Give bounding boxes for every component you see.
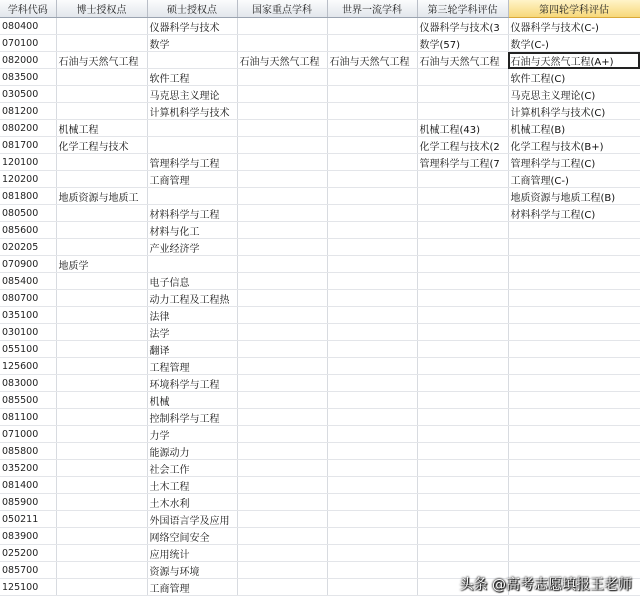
masters-authorization-header[interactable]: 硕士授权点 — [147, 0, 237, 18]
national-key-discipline-cell[interactable] — [237, 426, 327, 443]
third-round-evaluation-cell[interactable]: 化学工程与技术(2 — [417, 137, 508, 154]
table-row — [0, 256, 640, 273]
fourth-round-evaluation-cell[interactable]: 工商管理(C-) — [508, 171, 640, 188]
subject-code-cell[interactable]: 120100 — [0, 154, 56, 171]
fourth-round-evaluation-cell[interactable]: 软件工程(C) — [508, 69, 640, 86]
national-key-discipline-cell[interactable] — [237, 375, 327, 392]
fourth-round-evaluation-cell[interactable] — [508, 290, 640, 307]
fourth-round-evaluation-cell[interactable]: 管理科学与工程(C) — [508, 154, 640, 171]
subject-code-cell[interactable]: 085900 — [0, 494, 56, 511]
phd-authorization-cell[interactable]: 化学工程与技术 — [56, 137, 147, 154]
world-first-class-header[interactable]: 世界一流学科 — [327, 0, 417, 18]
world-first-class-cell[interactable] — [327, 256, 417, 273]
fourth-round-evaluation-cell[interactable]: 计算机科学与技术(C) — [508, 103, 640, 120]
world-first-class-cell[interactable]: 石油与天然气工程 — [327, 52, 417, 69]
table-row — [0, 494, 640, 511]
fourth-round-evaluation-cell[interactable] — [508, 545, 640, 562]
subject-code-cell[interactable]: 083000 — [0, 375, 56, 392]
national-key-discipline-cell[interactable] — [237, 239, 327, 256]
table-body — [0, 18, 640, 596]
national-key-discipline-cell[interactable] — [237, 120, 327, 137]
subject-code-cell[interactable]: 055100 — [0, 341, 56, 358]
table-row — [0, 511, 640, 528]
national-key-discipline-cell[interactable] — [237, 392, 327, 409]
masters-authorization-cell[interactable]: 土木水利 — [147, 494, 237, 511]
table-row — [0, 86, 640, 103]
masters-authorization-cell[interactable]: 力学 — [147, 426, 237, 443]
table-row — [0, 171, 640, 188]
fourth-round-evaluation-cell[interactable]: 地质资源与地质工程(B) — [508, 188, 640, 205]
table-row — [0, 375, 640, 392]
phd-authorization-cell[interactable] — [56, 86, 147, 103]
world-first-class-cell[interactable] — [327, 137, 417, 154]
masters-authorization-cell[interactable]: 动力工程及工程热 — [147, 290, 237, 307]
masters-authorization-cell[interactable]: 数学 — [147, 35, 237, 52]
masters-authorization-cell[interactable] — [147, 137, 237, 154]
masters-authorization-cell[interactable]: 产业经济学 — [147, 239, 237, 256]
masters-authorization-cell[interactable]: 材料科学与工程 — [147, 205, 237, 222]
national-key-discipline-cell[interactable] — [237, 18, 327, 35]
masters-authorization-cell[interactable]: 社会工作 — [147, 460, 237, 477]
third-round-evaluation-cell[interactable]: 石油与天然气工程 — [417, 52, 508, 69]
national-key-discipline-cell[interactable] — [237, 188, 327, 205]
world-first-class-cell[interactable] — [327, 426, 417, 443]
subject-code-cell[interactable]: 081400 — [0, 477, 56, 494]
subject-code-cell[interactable]: 082000 — [0, 52, 56, 69]
masters-authorization-cell[interactable] — [147, 188, 237, 205]
table-row — [0, 545, 640, 562]
world-first-class-cell[interactable] — [327, 103, 417, 120]
table-row — [0, 273, 640, 290]
masters-authorization-cell[interactable] — [147, 52, 237, 69]
world-first-class-cell[interactable] — [327, 409, 417, 426]
world-first-class-cell[interactable] — [327, 579, 417, 596]
subject-code-cell[interactable]: 120200 — [0, 171, 56, 188]
subject-code-cell[interactable]: 080500 — [0, 205, 56, 222]
world-first-class-cell[interactable] — [327, 18, 417, 35]
world-first-class-cell[interactable] — [327, 511, 417, 528]
subject-code-cell[interactable]: 030100 — [0, 324, 56, 341]
fourth-round-evaluation-cell[interactable] — [508, 443, 640, 460]
third-round-evaluation-cell[interactable] — [417, 256, 508, 273]
subject-code-cell[interactable]: 020205 — [0, 239, 56, 256]
table-row — [0, 528, 640, 545]
third-round-evaluation-cell[interactable] — [417, 528, 508, 545]
table-row — [0, 443, 640, 460]
table-row — [0, 324, 640, 341]
fourth-round-evaluation-cell[interactable] — [508, 273, 640, 290]
national-key-discipline-cell[interactable] — [237, 273, 327, 290]
phd-authorization-cell[interactable] — [56, 511, 147, 528]
national-key-discipline-cell[interactable] — [237, 545, 327, 562]
fourth-round-evaluation-cell[interactable] — [508, 256, 640, 273]
third-round-evaluation-cell[interactable] — [417, 477, 508, 494]
subject-code-cell[interactable]: 070100 — [0, 35, 56, 52]
third-round-evaluation-cell[interactable] — [417, 375, 508, 392]
fourth-round-evaluation-cell[interactable] — [508, 307, 640, 324]
table-row — [0, 290, 640, 307]
fourth-round-evaluation-cell[interactable] — [508, 392, 640, 409]
subject-code-cell[interactable]: 080200 — [0, 120, 56, 137]
world-first-class-cell[interactable] — [327, 205, 417, 222]
world-first-class-cell[interactable] — [327, 375, 417, 392]
world-first-class-cell[interactable] — [327, 562, 417, 579]
masters-authorization-cell[interactable]: 能源动力 — [147, 443, 237, 460]
third-round-evaluation-cell[interactable] — [417, 86, 508, 103]
masters-authorization-cell[interactable] — [147, 256, 237, 273]
subject-code-cell[interactable]: 070900 — [0, 256, 56, 273]
subject-code-cell[interactable]: 125600 — [0, 358, 56, 375]
third-round-evaluation-cell[interactable] — [417, 409, 508, 426]
masters-authorization-cell[interactable]: 控制科学与工程 — [147, 409, 237, 426]
fourth-round-evaluation-cell[interactable]: 仪器科学与技术(C-) — [508, 18, 640, 35]
third-round-evaluation-cell[interactable] — [417, 358, 508, 375]
phd-authorization-cell[interactable] — [56, 426, 147, 443]
national-key-discipline-cell[interactable] — [237, 290, 327, 307]
subject-code-cell[interactable]: 085800 — [0, 443, 56, 460]
national-key-discipline-cell[interactable] — [237, 256, 327, 273]
fourth-round-evaluation-cell[interactable] — [508, 239, 640, 256]
subject-code-cell[interactable]: 125100 — [0, 579, 56, 596]
third-round-evaluation-cell[interactable] — [417, 69, 508, 86]
world-first-class-cell[interactable] — [327, 222, 417, 239]
table-row — [0, 137, 640, 154]
national-key-discipline-cell[interactable] — [237, 511, 327, 528]
phd-authorization-cell[interactable] — [56, 579, 147, 596]
phd-authorization-cell[interactable] — [56, 324, 147, 341]
fourth-round-evaluation-cell[interactable] — [508, 358, 640, 375]
table-row — [0, 358, 640, 375]
third-round-evaluation-header[interactable]: 第三轮学科评估 — [417, 0, 508, 18]
world-first-class-cell[interactable] — [327, 443, 417, 460]
world-first-class-cell[interactable] — [327, 290, 417, 307]
table-row — [0, 477, 640, 494]
masters-authorization-cell[interactable]: 马克思主义理论 — [147, 86, 237, 103]
third-round-evaluation-cell[interactable] — [417, 324, 508, 341]
table-row — [0, 18, 640, 35]
masters-authorization-cell[interactable]: 资源与环境 — [147, 562, 237, 579]
phd-authorization-cell[interactable] — [56, 205, 147, 222]
third-round-evaluation-cell[interactable] — [417, 239, 508, 256]
third-round-evaluation-cell[interactable] — [417, 341, 508, 358]
masters-authorization-cell[interactable]: 软件工程 — [147, 69, 237, 86]
third-round-evaluation-cell[interactable]: 数学(57) — [417, 35, 508, 52]
third-round-evaluation-cell[interactable] — [417, 511, 508, 528]
subject-code-cell[interactable]: 071000 — [0, 426, 56, 443]
fourth-round-evaluation-header[interactable]: 第四轮学科评估 — [508, 0, 640, 18]
subject-code-cell[interactable]: 081200 — [0, 103, 56, 120]
table-row — [0, 222, 640, 239]
world-first-class-cell[interactable] — [327, 494, 417, 511]
table-row — [0, 69, 640, 86]
national-key-discipline-cell[interactable] — [237, 205, 327, 222]
world-first-class-cell[interactable] — [327, 171, 417, 188]
subject-code-cell[interactable]: 081100 — [0, 409, 56, 426]
table-row — [0, 205, 640, 222]
phd-authorization-cell[interactable] — [56, 358, 147, 375]
national-key-discipline-cell[interactable] — [237, 69, 327, 86]
subject-code-cell[interactable]: 085400 — [0, 273, 56, 290]
masters-authorization-cell[interactable]: 机械 — [147, 392, 237, 409]
subject-code-cell[interactable]: 081700 — [0, 137, 56, 154]
table-row — [0, 426, 640, 443]
subject-code-cell[interactable]: 035100 — [0, 307, 56, 324]
fourth-round-evaluation-cell[interactable] — [508, 528, 640, 545]
masters-authorization-cell[interactable]: 材料与化工 — [147, 222, 237, 239]
fourth-round-evaluation-cell[interactable] — [508, 494, 640, 511]
subject-code-cell[interactable]: 081800 — [0, 188, 56, 205]
third-round-evaluation-cell[interactable] — [417, 290, 508, 307]
table-row — [0, 307, 640, 324]
world-first-class-cell[interactable] — [327, 154, 417, 171]
phd-authorization-cell[interactable] — [56, 171, 147, 188]
world-first-class-cell[interactable] — [327, 239, 417, 256]
national-key-discipline-cell[interactable] — [237, 409, 327, 426]
third-round-evaluation-cell[interactable] — [417, 222, 508, 239]
phd-authorization-cell[interactable] — [56, 460, 147, 477]
world-first-class-cell[interactable] — [327, 35, 417, 52]
third-round-evaluation-cell[interactable] — [417, 273, 508, 290]
national-key-discipline-cell[interactable] — [237, 154, 327, 171]
national-key-discipline-cell[interactable] — [237, 358, 327, 375]
fourth-round-evaluation-cell[interactable]: 数学(C-) — [508, 35, 640, 52]
fourth-round-evaluation-cell[interactable]: 石油与天然气工程(A+) — [508, 52, 640, 69]
subject-code-cell[interactable]: 080400 — [0, 18, 56, 35]
subject-code-cell[interactable]: 083500 — [0, 69, 56, 86]
subject-code-cell[interactable]: 030500 — [0, 86, 56, 103]
phd-authorization-cell[interactable] — [56, 409, 147, 426]
masters-authorization-cell[interactable]: 环境科学与工程 — [147, 375, 237, 392]
masters-authorization-cell[interactable]: 法学 — [147, 324, 237, 341]
world-first-class-cell[interactable] — [327, 324, 417, 341]
subject-code-header[interactable]: 学科代码 — [0, 0, 56, 18]
phd-authorization-cell[interactable] — [56, 494, 147, 511]
subject-code-cell[interactable]: 085600 — [0, 222, 56, 239]
header-row — [0, 0, 640, 18]
phd-authorization-cell[interactable] — [56, 307, 147, 324]
national-key-discipline-cell[interactable] — [237, 171, 327, 188]
table-row — [0, 52, 640, 69]
national-key-discipline-cell[interactable] — [237, 103, 327, 120]
phd-authorization-cell[interactable] — [56, 341, 147, 358]
table-row — [0, 341, 640, 358]
phd-authorization-cell[interactable] — [56, 35, 147, 52]
masters-authorization-cell[interactable]: 工商管理 — [147, 579, 237, 596]
masters-authorization-cell[interactable]: 工商管理 — [147, 171, 237, 188]
world-first-class-cell[interactable] — [327, 460, 417, 477]
fourth-round-evaluation-cell[interactable] — [508, 375, 640, 392]
phd-authorization-cell[interactable] — [56, 239, 147, 256]
fourth-round-evaluation-cell[interactable]: 马克思主义理论(C) — [508, 86, 640, 103]
masters-authorization-cell[interactable]: 电子信息 — [147, 273, 237, 290]
third-round-evaluation-cell[interactable]: 仪器科学与技术(3 — [417, 18, 508, 35]
table-row — [0, 239, 640, 256]
subject-code-cell[interactable]: 083900 — [0, 528, 56, 545]
world-first-class-cell[interactable] — [327, 120, 417, 137]
watermark: 头条 @高考志愿填报王老师 — [459, 577, 632, 593]
national-key-discipline-cell[interactable] — [237, 86, 327, 103]
third-round-evaluation-cell[interactable] — [417, 460, 508, 477]
phd-authorization-cell[interactable] — [56, 443, 147, 460]
subject-code-cell[interactable]: 025200 — [0, 545, 56, 562]
masters-authorization-cell[interactable]: 网络空间安全 — [147, 528, 237, 545]
third-round-evaluation-cell[interactable] — [417, 545, 508, 562]
phd-authorization-cell[interactable] — [56, 392, 147, 409]
masters-authorization-cell[interactable]: 计算机科学与技术 — [147, 103, 237, 120]
fourth-round-evaluation-cell[interactable] — [508, 341, 640, 358]
fourth-round-evaluation-cell[interactable] — [508, 511, 640, 528]
world-first-class-cell[interactable] — [327, 477, 417, 494]
masters-authorization-cell[interactable]: 土木工程 — [147, 477, 237, 494]
national-key-discipline-cell[interactable] — [237, 443, 327, 460]
third-round-evaluation-cell[interactable] — [417, 426, 508, 443]
fourth-round-evaluation-cell[interactable] — [508, 460, 640, 477]
national-key-discipline-cell[interactable] — [237, 137, 327, 154]
table-row — [0, 154, 640, 171]
phd-authorization-cell[interactable] — [56, 545, 147, 562]
third-round-evaluation-cell[interactable] — [417, 171, 508, 188]
world-first-class-cell[interactable] — [327, 86, 417, 103]
world-first-class-cell[interactable] — [327, 307, 417, 324]
world-first-class-cell[interactable] — [327, 273, 417, 290]
subject-code-cell[interactable]: 085500 — [0, 392, 56, 409]
phd-authorization-cell[interactable] — [56, 290, 147, 307]
masters-authorization-cell[interactable]: 管理科学与工程 — [147, 154, 237, 171]
masters-authorization-cell[interactable]: 工程管理 — [147, 358, 237, 375]
phd-authorization-cell[interactable] — [56, 103, 147, 120]
phd-authorization-cell[interactable]: 机械工程 — [56, 120, 147, 137]
third-round-evaluation-cell[interactable] — [417, 307, 508, 324]
table-row — [0, 188, 640, 205]
national-key-discipline-cell[interactable] — [237, 477, 327, 494]
phd-authorization-cell[interactable] — [56, 477, 147, 494]
national-key-discipline-cell[interactable] — [237, 341, 327, 358]
third-round-evaluation-cell[interactable] — [417, 443, 508, 460]
world-first-class-cell[interactable] — [327, 69, 417, 86]
phd-authorization-cell[interactable] — [56, 273, 147, 290]
national-key-discipline-cell[interactable] — [237, 460, 327, 477]
phd-authorization-cell[interactable] — [56, 222, 147, 239]
fourth-round-evaluation-cell[interactable]: 材料科学与工程(C) — [508, 205, 640, 222]
fourth-round-evaluation-cell[interactable] — [508, 222, 640, 239]
table-row — [0, 392, 640, 409]
table-row — [0, 35, 640, 52]
national-key-discipline-cell[interactable] — [237, 222, 327, 239]
national-key-discipline-cell[interactable] — [237, 324, 327, 341]
world-first-class-cell[interactable] — [327, 188, 417, 205]
table-row — [0, 460, 640, 477]
masters-authorization-cell[interactable]: 仪器科学与技术 — [147, 18, 237, 35]
phd-authorization-cell[interactable] — [56, 528, 147, 545]
fourth-round-evaluation-cell[interactable] — [508, 477, 640, 494]
world-first-class-cell[interactable] — [327, 392, 417, 409]
fourth-round-evaluation-cell[interactable] — [508, 426, 640, 443]
subject-code-cell[interactable]: 035200 — [0, 460, 56, 477]
phd-authorization-cell[interactable] — [56, 154, 147, 171]
table-row — [0, 409, 640, 426]
national-key-discipline-cell[interactable]: 石油与天然气工程 — [237, 52, 327, 69]
subject-code-cell[interactable]: 080700 — [0, 290, 56, 307]
national-key-discipline-cell[interactable] — [237, 494, 327, 511]
national-key-discipline-header[interactable]: 国家重点学科 — [237, 0, 327, 18]
national-key-discipline-cell[interactable] — [237, 562, 327, 579]
national-key-discipline-cell[interactable] — [237, 528, 327, 545]
phd-authorization-cell[interactable] — [56, 18, 147, 35]
masters-authorization-cell[interactable]: 法律 — [147, 307, 237, 324]
world-first-class-cell[interactable] — [327, 528, 417, 545]
masters-authorization-cell[interactable]: 外国语言学及应用 — [147, 511, 237, 528]
phd-authorization-cell[interactable]: 石油与天然气工程 — [56, 52, 147, 69]
subject-code-cell[interactable]: 085700 — [0, 562, 56, 579]
fourth-round-evaluation-cell[interactable]: 机械工程(B) — [508, 120, 640, 137]
third-round-evaluation-cell[interactable]: 机械工程(43) — [417, 120, 508, 137]
phd-authorization-cell[interactable] — [56, 375, 147, 392]
world-first-class-cell[interactable] — [327, 358, 417, 375]
third-round-evaluation-cell[interactable]: 管理科学与工程(7 — [417, 154, 508, 171]
third-round-evaluation-cell[interactable] — [417, 103, 508, 120]
third-round-evaluation-cell[interactable] — [417, 205, 508, 222]
table-row — [0, 120, 640, 137]
national-key-discipline-cell[interactable] — [237, 579, 327, 596]
masters-authorization-cell[interactable]: 翻译 — [147, 341, 237, 358]
phd-authorization-cell[interactable]: 地质资源与地质工 — [56, 188, 147, 205]
phd-authorization-cell[interactable]: 地质学 — [56, 256, 147, 273]
masters-authorization-cell[interactable]: 应用统计 — [147, 545, 237, 562]
world-first-class-cell[interactable] — [327, 545, 417, 562]
phd-authorization-cell[interactable] — [56, 562, 147, 579]
third-round-evaluation-cell[interactable] — [417, 392, 508, 409]
national-key-discipline-cell[interactable] — [237, 35, 327, 52]
table-row — [0, 103, 640, 120]
national-key-discipline-cell[interactable] — [237, 307, 327, 324]
fourth-round-evaluation-cell[interactable] — [508, 409, 640, 426]
fourth-round-evaluation-cell[interactable] — [508, 324, 640, 341]
world-first-class-cell[interactable] — [327, 341, 417, 358]
subject-code-cell[interactable]: 050211 — [0, 511, 56, 528]
fourth-round-evaluation-cell[interactable]: 化学工程与技术(B+) — [508, 137, 640, 154]
phd-authorization-header[interactable]: 博士授权点 — [56, 0, 147, 18]
third-round-evaluation-cell[interactable] — [417, 188, 508, 205]
phd-authorization-cell[interactable] — [56, 69, 147, 86]
third-round-evaluation-cell[interactable] — [417, 494, 508, 511]
masters-authorization-cell[interactable] — [147, 120, 237, 137]
